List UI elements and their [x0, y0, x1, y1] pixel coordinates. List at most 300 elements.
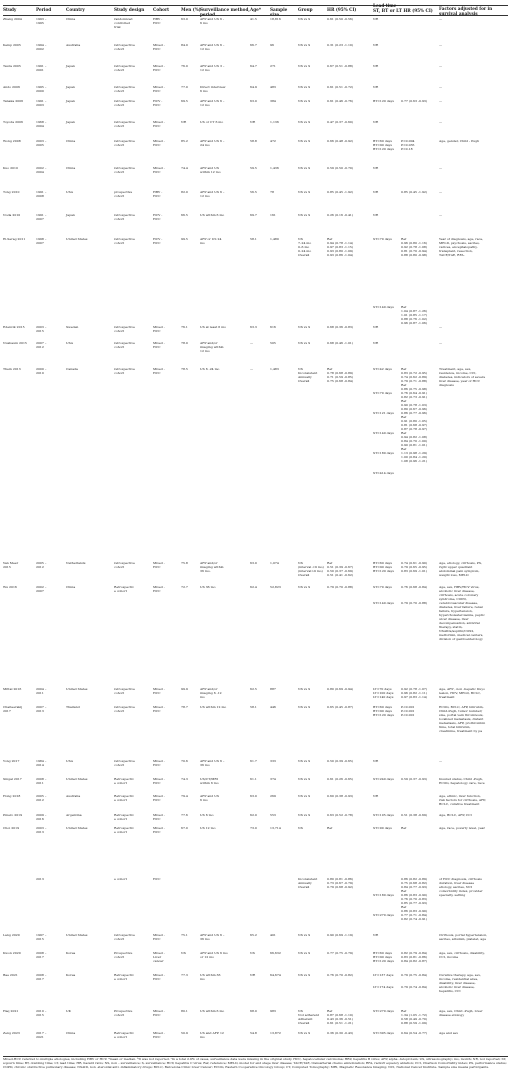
cell-lead-time-hr: Ref 0.96 (0.80 -1.16) 0.92 (0.78 -1.08) 0.81 (0.70 -0.94) 0.88 (0.80 -0.98) Ref 1.04 (0.87 -1.26) 1.01 (0.85 -1.17) 0.88 (0.76 -1.02) 0.96 (0.87 -1.06) — [401, 237, 428, 325]
cell-country: Japan — [66, 120, 75, 124]
cell-surveillance-method: AFP and US within 12 mo — [200, 166, 221, 174]
cell-lead-time: BT=120 days — [373, 99, 394, 103]
cell-study-design: retrospective cohort — [114, 933, 135, 941]
cell-study-design: Retrospectiv e cohort — [114, 973, 134, 981]
cell-surveillance-method: US at least 6 mo — [200, 325, 227, 329]
cell-surveillance-method: AFP and/or imaging within 36 mo. — [200, 561, 224, 573]
cell-age: 64.9 — [250, 85, 257, 89]
cell-study-design: retrospective cohort — [114, 85, 135, 93]
cell-hazard-ratio: 0.80 (0.69 -0.94) — [327, 687, 354, 691]
cell-age: — — [250, 367, 254, 371]
cell-surveillance-method: AFP and US 6 – 36 mo — [200, 759, 225, 767]
header-country: Country — [66, 7, 85, 12]
cell-cohort: Mixed - HCC — [153, 43, 165, 51]
cell-adjusted-factors: — — [439, 213, 443, 217]
cell-country: Thailand — [66, 705, 80, 709]
cell-lead-time: ST=395 days — [373, 1031, 394, 1035]
cell-men-percent: 78.5 — [181, 367, 188, 371]
cell-period: 1991 – 2008 — [36, 190, 47, 198]
cell-cohort: Mixed - HCC — [153, 826, 165, 834]
cell-surveillance-method: US/CT/MRI within 6 mo — [200, 777, 219, 785]
cell-country: United States — [66, 777, 88, 781]
cell-lead-time: NR — [373, 190, 379, 194]
cell-men-percent: 74.3 — [181, 777, 188, 781]
cell-period: 2005 – 2012 — [36, 561, 47, 569]
cell-period: 1993 – 1995 — [36, 17, 47, 25]
cell-age: 61.7 — [250, 759, 257, 763]
cell-age: 58.8 — [250, 139, 257, 143]
header-study-design: Study design — [114, 7, 145, 12]
cell-age: 63.3 — [250, 325, 257, 329]
table-page — [3, 3, 508, 1084]
cell-country: Sweden — [66, 325, 79, 329]
cell-group: NS vs S — [298, 759, 311, 763]
cell-country: Japan — [66, 64, 75, 68]
cell-period: 2003 – 2015 — [36, 325, 47, 333]
cell-surveillance-method: US 6 -24 mo — [200, 367, 220, 371]
cell-group: NS vs S — [298, 973, 311, 977]
cell-study-name: Toyoda 2006 — [3, 120, 23, 124]
cell-adjusted-factors: Age, sex, HBV/HCV virus, alcoholic liver disease, cirrhosis, acute coronary syndrome, COPD, cerebrovascular disease, diabetes, liver failure, renal failure, hypertension, hypercholesterolemia, peptic ulcer disease, liver decompensation, antiviral therapy, statin, NSAIDs/aspirin/COX2, metformin, medical centers, division of gastroenterology — [439, 585, 485, 641]
cell-study-design: retrospective cohort — [114, 367, 135, 375]
cell-study-design: Prospective cohort — [114, 951, 133, 959]
cell-study-design: prospective cohort — [114, 190, 133, 198]
cell-study-name: Tanaka 2006 — [3, 99, 24, 103]
cell-hazard-ratio: 0.67 (0.51 -0.88) — [327, 64, 354, 68]
cell-period: 2003 – 2013 — [36, 826, 47, 834]
cell-group: NS vs S — [298, 1031, 311, 1035]
cell-group: NS vs S — [298, 585, 311, 589]
cell-country: China — [66, 17, 76, 21]
cell-hazard-ratio: 0.65 (0.45 -0.87) — [327, 705, 354, 709]
cell-hazard-ratio: 0.61 (0.51 -0.72) — [327, 85, 354, 89]
cell-lead-time: BT=60 days BT=90 days BT=120 days — [373, 951, 394, 963]
cell-men-percent: 77.3 — [181, 973, 188, 977]
cell-country: Japan — [66, 99, 75, 103]
cell-cohort: Mixed - HCC — [153, 759, 165, 767]
cell-sample-size: 483 — [270, 85, 276, 89]
cell-hazard-ratio: 0.63 (0.52 -0.78) — [327, 813, 354, 817]
cell-adjusted-factors: — — [439, 325, 443, 329]
cell-adjusted-factors: Treatment, age, sex, residence, income, CCI, diabetes, indicators of severe liver disease, year of HCC diagnosis — [439, 367, 486, 387]
cell-group: NS vs S — [298, 99, 311, 103]
cell-lead-time-hr: 0.76 (0.68 -0.84) 0.79 (0.70 -0.88) — [401, 585, 428, 605]
header-surveillance: Surveillance method, period — [200, 7, 250, 18]
cell-age: 58.1 — [250, 705, 257, 709]
cell-cohort: Mixed - HCC — [153, 139, 165, 147]
cell-hazard-ratio: 0.60 (0.38 -0.93) — [327, 794, 354, 798]
cell-study-name: El-Serag 2011 — [3, 237, 26, 241]
cell-surveillance-method: US or CT 6 mo — [200, 120, 224, 124]
cell-study-name: Thein 2013 — [3, 367, 21, 371]
cell-period: 1995 – 2000 — [36, 85, 47, 93]
top-rule — [3, 5, 508, 6]
cell-adjusted-factors: — — [439, 759, 443, 763]
cell-cohort: HCV - HCC — [153, 213, 163, 221]
cell-cohort: Mixed - HCC — [153, 705, 165, 713]
cell-surveillance-method: AFP and US 6 – 12 mo — [200, 190, 225, 198]
cell-sample-size: 52,823 — [270, 585, 281, 589]
cell-cohort: Mixed - HCC — [153, 813, 165, 821]
header-men: Men (%) — [181, 7, 201, 12]
cell-hazard-ratio: 0.59 (0.50 -0.70) — [327, 166, 354, 170]
cell-hazard-ratio: 0.79 (0.70 -0.88) — [327, 585, 354, 589]
cell-group: NS — [298, 826, 303, 830]
cell-study-design: retrospective cohort — [114, 139, 135, 147]
cell-cohort: Mixed - HCC — [153, 973, 165, 981]
cell-sample-size: 18,816 — [270, 17, 281, 21]
cell-study-name: Singal 2017 — [3, 777, 22, 781]
cell-lead-time: NR — [373, 341, 379, 345]
cell-country: Australia — [66, 43, 81, 47]
cell-surveillance-method: AFP and US 6 - 6 mo — [200, 17, 224, 25]
cell-men-percent: 75.8 — [181, 561, 188, 565]
cell-hazard-ratio: 0.61 (0.46 -0.76) — [327, 99, 354, 103]
cell-hazard-ratio: 0.50 (0.39 -0.65) — [327, 759, 354, 763]
cell-study-name: Kuo 2010 — [3, 166, 18, 170]
cell-country: China — [66, 585, 76, 589]
cell-age: 66.7 — [250, 43, 257, 47]
cell-hazard-ratio: Ref 0.87 (0.68 -1.10) 0.43 (0.36 -0.51) 0.61 (0.51 -1.21) — [327, 1009, 354, 1025]
cell-study-name: Zeng 2023 — [3, 1031, 20, 1035]
cell-group: NS vs S — [298, 951, 311, 955]
cell-lead-time: ST=90 days — [373, 826, 392, 830]
cell-study-name: Noda 2010 — [3, 213, 21, 217]
header-lead-time: Lead time — [373, 3, 397, 8]
cell-period: 2008 – 2017 — [36, 973, 47, 981]
cell-lead-time: ST=42 days ST=70 days ST=121 days ST=140 days ST=180 days ST=414 days — [373, 367, 394, 475]
cell-men-percent: 75.1 — [181, 933, 188, 937]
cell-group: Inconsistent Annually Overall — [298, 877, 318, 889]
cell-age: 62.0 — [250, 813, 257, 817]
cell-sample-size: 505 — [270, 341, 276, 345]
cell-study-name: Choi 2019 — [3, 826, 20, 830]
cell-sample-size: 269 — [270, 794, 276, 798]
cell-adjusted-factors: Age, BCLC, AFP, CCI — [439, 813, 472, 817]
cell-sample-size: 1,480 — [270, 237, 279, 241]
cell-study-design: retrospective cohort — [114, 43, 135, 51]
cell-country: Korea — [66, 973, 76, 977]
cell-lead-time: NR — [373, 17, 379, 21]
cell-country: United States — [66, 687, 88, 691]
cell-adjusted-factors: — — [439, 17, 443, 21]
cell-study-name: Nusbaum 2015 — [3, 341, 27, 345]
cell-age: NR — [250, 120, 256, 124]
cell-period: 1997 – 2015 — [36, 933, 47, 941]
cell-hazard-ratio: 0.36 (0.30 -0.43) — [327, 1031, 354, 1035]
cell-study-design: retrospective cohort — [114, 99, 135, 107]
cell-lead-time: NR — [373, 64, 379, 68]
cell-cohort: Mixed - HCC — [153, 1009, 165, 1017]
cell-group: NS vs S — [298, 777, 311, 781]
cell-men-percent: NS — [181, 951, 186, 955]
cell-lead-time: NR — [373, 43, 379, 47]
cell-lead-time: ST=180 days ST=270 days — [373, 893, 394, 917]
cell-sample-size: 374 — [270, 777, 276, 781]
cell-surveillance-method: US within 6 mo — [200, 213, 225, 217]
cell-men-percent: 99.9 — [181, 687, 188, 691]
cell-study-name: Wong 2008 — [3, 139, 21, 143]
cell-group: NS vs S — [298, 213, 311, 217]
cell-surveillance-method: US within 6 mo — [200, 1009, 225, 1013]
cell-study-design: retrospective cohort — [114, 687, 135, 695]
cell-lead-time-hr: 0.64 (0.54 -0.77) — [401, 1031, 428, 1035]
cell-age: 73.0 — [250, 826, 257, 830]
cell-group: NS vs S — [298, 139, 311, 143]
cell-study-name: Mittal 2016 — [3, 687, 22, 691]
cell-cohort: Mixed - HCC — [153, 794, 165, 802]
cell-period: 2010 – 2015 — [36, 1009, 47, 1017]
cell-study-design: retrospective cohort — [114, 213, 135, 221]
cell-group: NS vs S — [298, 794, 311, 798]
cell-lead-time-hr: Ref 1.34 (1.05 -1.72) 0.58 (0.49 -0.70) 0.88 (0.59 -1.09) — [401, 1009, 428, 1025]
cell-adjusted-factors: Cirrhosis, portal hypertension, ascites, albumin, platelet, age — [439, 933, 488, 941]
cell-sample-size: 446 — [270, 705, 276, 709]
cell-country: United States — [66, 933, 88, 937]
cell-cohort: HCV - HCC — [153, 99, 163, 107]
cell-group: NS vs S — [298, 341, 311, 345]
header-rule — [3, 15, 508, 16]
cell-study-name: Hong 2018 — [3, 794, 21, 798]
cell-study-name: Chaiteerakij 2017 — [3, 705, 23, 713]
cell-cohort: Mixed - HCC — [153, 561, 165, 569]
cell-study-name: Tong 2010 — [3, 190, 20, 194]
cell-lead-time: LT=70 days LT=100 days LT=140 days — [373, 687, 394, 699]
cell-study-design: Prospective cohort — [114, 1009, 133, 1017]
cell-men-percent: 80.1 — [181, 1009, 188, 1013]
cell-group: NS vs S — [298, 85, 311, 89]
cell-surveillance-method: US within 12 mo — [200, 705, 227, 709]
cell-men-percent: 78.0 — [181, 341, 188, 345]
cell-cohort: Mixed - HCC — [153, 341, 165, 349]
cell-group: NS vs S — [298, 705, 311, 709]
cell-sample-size: 1,136 — [270, 120, 279, 124]
cell-country: USA — [66, 190, 73, 194]
cell-period: 2005 – 2012 — [36, 794, 47, 802]
cell-hazard-ratio: Ref 0.51 (0.39 -0.67) 0.50 (0.37 -0.69) 0.51 (0.41 -0.62) — [327, 561, 354, 577]
cell-hazard-ratio: 0.31 (0.23 -1.10) — [327, 43, 354, 47]
header-group: Group — [298, 7, 313, 12]
cell-surveillance-method: US 36 mo — [200, 585, 216, 589]
cell-men-percent: 76.0 — [181, 64, 188, 68]
cell-hazard-ratio: 0.61 (0.26 -0.65) — [327, 777, 354, 781]
cell-country: Korea — [66, 951, 76, 955]
cell-study-design: Retrospectiv e cohort — [114, 826, 134, 834]
cell-men-percent: 67.0 — [181, 826, 188, 830]
cell-study-design: retrospective cohort — [114, 705, 135, 713]
cell-cohort: Mixed - HCC — [153, 1031, 165, 1039]
cell-study-design: Retrospectiv e cohort — [114, 794, 134, 802]
cell-age: 65.2 — [250, 933, 257, 937]
cell-cohort: Mixed - HCC — [153, 120, 165, 128]
cell-country: Argentina — [66, 813, 82, 817]
cell-cohort: Mixed - HCC — [153, 585, 165, 593]
cell-study-name: Edenvik 2015 — [3, 325, 25, 329]
cell-hazard-ratio: 0.76 (0.70 -0.82) — [327, 973, 354, 977]
cell-adjusted-factors: — — [439, 190, 443, 194]
cell-sample-size: 887 — [270, 687, 276, 691]
cell-period: 2002 – 2004 — [36, 166, 47, 174]
cell-sample-size: 1,483 — [270, 367, 279, 371]
cell-period: 2008 – 2017 — [36, 951, 47, 959]
cell-period: 2000 – 2010 — [36, 367, 47, 375]
cell-men-percent: 76.1 — [181, 325, 188, 329]
cell-cohort: Mixed - HCC — [153, 166, 165, 174]
cell-age: — — [250, 341, 254, 345]
cell-group: NS vs S — [298, 325, 311, 329]
cell-men-percent: 77.0 — [181, 85, 188, 89]
cell-adjusted-factors: — — [439, 85, 443, 89]
cell-period: 1994 – 2002 — [36, 43, 47, 51]
cell-men-percent: 85.2 — [181, 139, 188, 143]
cell-men-percent: 72.7 — [181, 585, 188, 589]
cell-country: United States — [66, 826, 88, 830]
cell-hazard-ratio: 0.80 (0.81 -0.86) 0.73 (0.67 -0.79) 0.79 (0.68 -0.92) — [327, 877, 354, 889]
cell-study-design: Retrospectiv e cohort — [114, 1031, 134, 1039]
cell-sample-size: 13,872 — [270, 1031, 281, 1035]
cell-hazard-ratio: 0.66 (0.48 -0.92) — [327, 139, 354, 143]
cell-study-name: Taura 2005 — [3, 64, 21, 68]
cell-adjusted-factors: — — [439, 99, 443, 103]
cell-study-design: retrospective cohort — [114, 341, 135, 349]
header-cohort: Cohort — [153, 7, 170, 12]
cell-age: NS — [250, 951, 255, 955]
cell-cohort: Mixed - HCC — [153, 64, 165, 72]
cell-hazard-ratio: Ref — [327, 826, 333, 830]
cell-lead-time: NR — [373, 166, 379, 170]
cell-lead-time-hr: P=0.004 P=0.035 P=0.18 — [401, 139, 415, 151]
cell-age: 69.7 — [250, 213, 257, 217]
cell-age: 63.0 — [250, 99, 257, 103]
cell-lead-time-hr: 0.74 (0.61 -0.90) 0.79 (0.65 -0.95) 0.83 (0.69 -1.01) — [401, 561, 428, 573]
cell-sample-size: 271 — [270, 64, 276, 68]
cell-study-name: Kwon 2020 — [3, 951, 21, 955]
cell-surveillance-method: AFP and US 6 – 12 mo — [200, 43, 225, 51]
cell-surveillance-method: AFP and US 6 – 36 mo — [200, 933, 225, 941]
cell-lead-time: LT=137 days LT=174 days — [373, 973, 394, 989]
cell-hazard-ratio: 0.85 (0.45 -1.92) — [327, 190, 354, 194]
header-hr: HR (95% CI) — [327, 7, 357, 12]
cell-age: 54.8 — [250, 1031, 257, 1035]
cell-group: NS vs S — [298, 687, 311, 691]
cell-men-percent: NR — [181, 120, 187, 124]
cell-sample-size: 983 — [270, 1009, 276, 1013]
cell-group: NS vs S — [298, 17, 311, 21]
cell-country: Australia — [66, 794, 81, 798]
cell-hazard-ratio: 0.26 (0.16 -0.41) — [327, 213, 354, 217]
cell-sample-size: 78 — [270, 190, 274, 194]
cell-surveillance-method: US 6 mo — [200, 813, 214, 817]
cell-period: 2003 – 2005 — [36, 139, 47, 147]
cell-adjusted-factors: — — [439, 166, 443, 170]
cell-adjusted-factors: Insured status, Child -Pugh, ECOG, hepatology care, race — [439, 777, 485, 785]
cell-adjusted-factors: of HCC diagnosis, cirrhosis duration, liver disease etiology, ascites, NCI comorbidity index, provider specialty, setting — [439, 877, 483, 897]
cell-study-name: Zhang 2004 — [3, 17, 22, 21]
cell-age: 64.7 — [250, 64, 257, 68]
cell-adjusted-factors: Age, race, poverty level, year — [439, 826, 485, 830]
cell-country: Japan — [66, 213, 75, 217]
cell-lead-time-hr: P<0.001 P<0.001 P<0.001 — [401, 705, 415, 717]
cell-men-percent: 78.7 — [181, 705, 188, 709]
cell-country: Japan — [66, 85, 75, 89]
cell-hazard-ratio: 0.68 (0.46 -1.01) — [327, 341, 354, 345]
cell-surveillance-method: AFP and US 6 – 12 mo — [200, 99, 225, 107]
cell-lead-time: NR — [373, 794, 379, 798]
cell-lead-time-hr: Ref — [401, 826, 407, 830]
cell-age: 61.1 — [250, 777, 257, 781]
cell-lead-time-hr: 0.82 (0.79 -0.84) 0.83 (0.81 -0.86) 0.84 (0.82 -0.87) — [401, 951, 428, 963]
cell-lead-time: NR — [373, 325, 379, 329]
cell-sample-size: 472 — [270, 139, 276, 143]
cell-men-percent: 50.9 — [181, 1031, 188, 1035]
cell-sample-size: 616 — [270, 325, 276, 329]
cell-lead-time: ST=70 days ST=140 days — [373, 585, 394, 605]
cell-group: NS vs S — [298, 166, 311, 170]
cell-study-name: Bae 2021 — [3, 973, 18, 977]
cell-adjusted-factors: Year of diagnosis, age, race, MELD, psychosis, ascites, varices, encephalopathy, transplant, resection, TACE/TAE, RFA. — [439, 237, 484, 257]
cell-surveillance-method: AFP and US 6 mo or 12 mo — [200, 951, 228, 959]
cell-hazard-ratio: 0.68 (0.36 -0.83) — [327, 325, 354, 329]
cell-adjusted-factors: ECOG, BCLC, AFP, bilirubin, Child-Pugh, tumor number/ size, portal vein thrombosis, localized metastasis, distant metastasis, AFP, prothrombin time, total bilirubin, creatinine, treatment by pa — [439, 705, 486, 733]
cell-lead-time: BT=60 days BT=90 days BT=120 days — [373, 561, 394, 573]
cell-group: NS vs S — [298, 190, 311, 194]
cell-period: 1991 – 2003 — [36, 99, 47, 107]
cell-period: 2017 – 2021 — [36, 1031, 47, 1039]
cell-study-design: retrospective cohort — [114, 325, 135, 333]
cell-men-percent: 69.5 — [181, 99, 188, 103]
cell-men-percent: 74.4 — [181, 166, 188, 170]
cell-study-design: retrospective cohort — [114, 561, 135, 569]
cell-lead-time: ST=270 days — [373, 1009, 394, 1013]
cell-men-percent: 82.0 — [181, 190, 188, 194]
cell-country: Netherlands — [66, 561, 86, 565]
cell-period: 2007 – 2012 — [36, 341, 47, 349]
cell-men-percent: 63.0 — [181, 17, 188, 21]
cell-sample-size: 384 — [270, 99, 276, 103]
cell-group: NS vs S — [298, 813, 311, 817]
cell-lead-time-hr: 0.86 (0.82 -0.89) 0.75 (0.68 -0.82) 0.84 (0.77 -0.93) Ref 0.86 (0.83 -0.90) 0.76 (0.70 -0.83) 0.85 (0.77 -0.93) Ref 0.86 (0.83 -0.90) 0.77 (0.71 -0.84) 0.82 (0.74 -0.91) — [401, 877, 428, 921]
cell-lead-time: NR — [373, 85, 379, 89]
cell-hazard-ratio: 0.61 (0.50 -0.56) — [327, 17, 354, 21]
cell-men-percent: 99.5 — [181, 237, 188, 241]
cell-period: 2004 – 2011 — [36, 687, 47, 695]
cell-group: NS vs S — [298, 43, 311, 47]
cell-cohort: Mixed - HCC — [153, 777, 165, 785]
cell-group: NS Not adherent Adherent Overall — [298, 1009, 319, 1025]
cell-hazard-ratio: 0.77 (0.75 -0.79) — [327, 951, 354, 955]
cell-lead-time-hr: 0.79 (0.75 -0.84) 0.79 (0.74 -0.84) — [401, 973, 428, 989]
cell-lead-time-hr: Ref 0.83 (0.72 -0.95) 0.74 (0.62 -0.89) 0.79 (0.71 -0.88) Ref 0.86 (0.75 -0.98) 0.76 (0.64 -0.91) 0.82 (0.73 -0.91) Ref 0.90 (0.78 -1.03) 0.80 (0.67 -0.96) 0.86 (0.77 -0.96) Ref 0.91 (0.80 -1.05) 0.81 (0.68 -0.97) 0.87 (0.78 -0.97) Ref 0.94 (0.82 -1.08) 0.84 (0.70 -1.00) 0.90 (0.81 -1.01) Ref 1.13 (0.98 -1.29) 1.00 (0.84 -1.20) 1.08 (0.96 -1.21) — [401, 367, 428, 463]
cell-adjusted-factors: — — [439, 43, 443, 47]
cell-age: 68.0 — [250, 1009, 257, 1013]
header-age: Age* — [250, 7, 262, 12]
cell-hazard-ratio: Ref 0.94 (0.78 -1.14) 0.97 (0.83 -1.15) 0.93 (0.80 -1.09) 0.93 (0.86 -1.04) — [327, 237, 354, 257]
cell-country: Canada — [66, 367, 78, 371]
cell-study-design: retrospective cohort — [114, 64, 135, 72]
cell-sample-size: 1,074 — [270, 561, 279, 565]
cell-adjusted-factors: — — [439, 120, 443, 124]
cell-study-design: retrospective cohort — [114, 237, 135, 245]
table-footnote: Mixed-HCC referred to multiple etiologies, including HBV or HCV. *mean or median. ᵇIt was not reported. ᶜIn a total 2.9% of cases, surveillance data were missing in the original study. HCC, hepatocellular carcinoma; HBV, hepatitis B virus; AFP, alpha –fetoprotein; US, ultrasonography; mo, month; NR, not reported; ST, sojourn time; BT, doubling time; LT, lead time; HR, hazard ratio; NS, non – surveillance; S, surveillance; HCV, hepatitis C virus; Ref, reference; MELD, model for end stage liver disease; TACE/TAE, transarterial chemo embolization; RFA, radiofr equency ablation; CCI, Charlson Comorbidity index; PS, performance status; COPD, chronic obstructive pulmonary disease; NSAID, non -steroidal anti -inflammatory drugs; BCLC, Barcelona Clinic Liver Cancer; ECOG, Eastern Cooperative Oncology Group; CT, Computed Tomography; MRI, Magnetic Resonance Imaging; NCI, National Cancer Institute. Sample size means participants. — [3, 1057, 507, 1070]
cell-country: UK — [66, 1009, 71, 1013]
cell-study-name: Pinero 2019 — [3, 813, 23, 817]
header-factors: Factors adjusted for in survival analysis — [439, 6, 493, 16]
cell-cohort: Mixed - HCC — [153, 687, 165, 695]
cell-lead-time-hr: 0.92 (0.78 -1.07) 0.96 (0.82 -1.11) 0.97 (0.83 -1.14) — [401, 687, 428, 699]
cell-age: 56.5 — [250, 190, 257, 194]
cell-adjusted-factors: Age, etiology, cirrhosis, PS, right upper quadrant abdominal pain symptom, weight loss, MELD — [439, 561, 482, 577]
cell-cohort: Mixed - HCC — [153, 325, 165, 333]
